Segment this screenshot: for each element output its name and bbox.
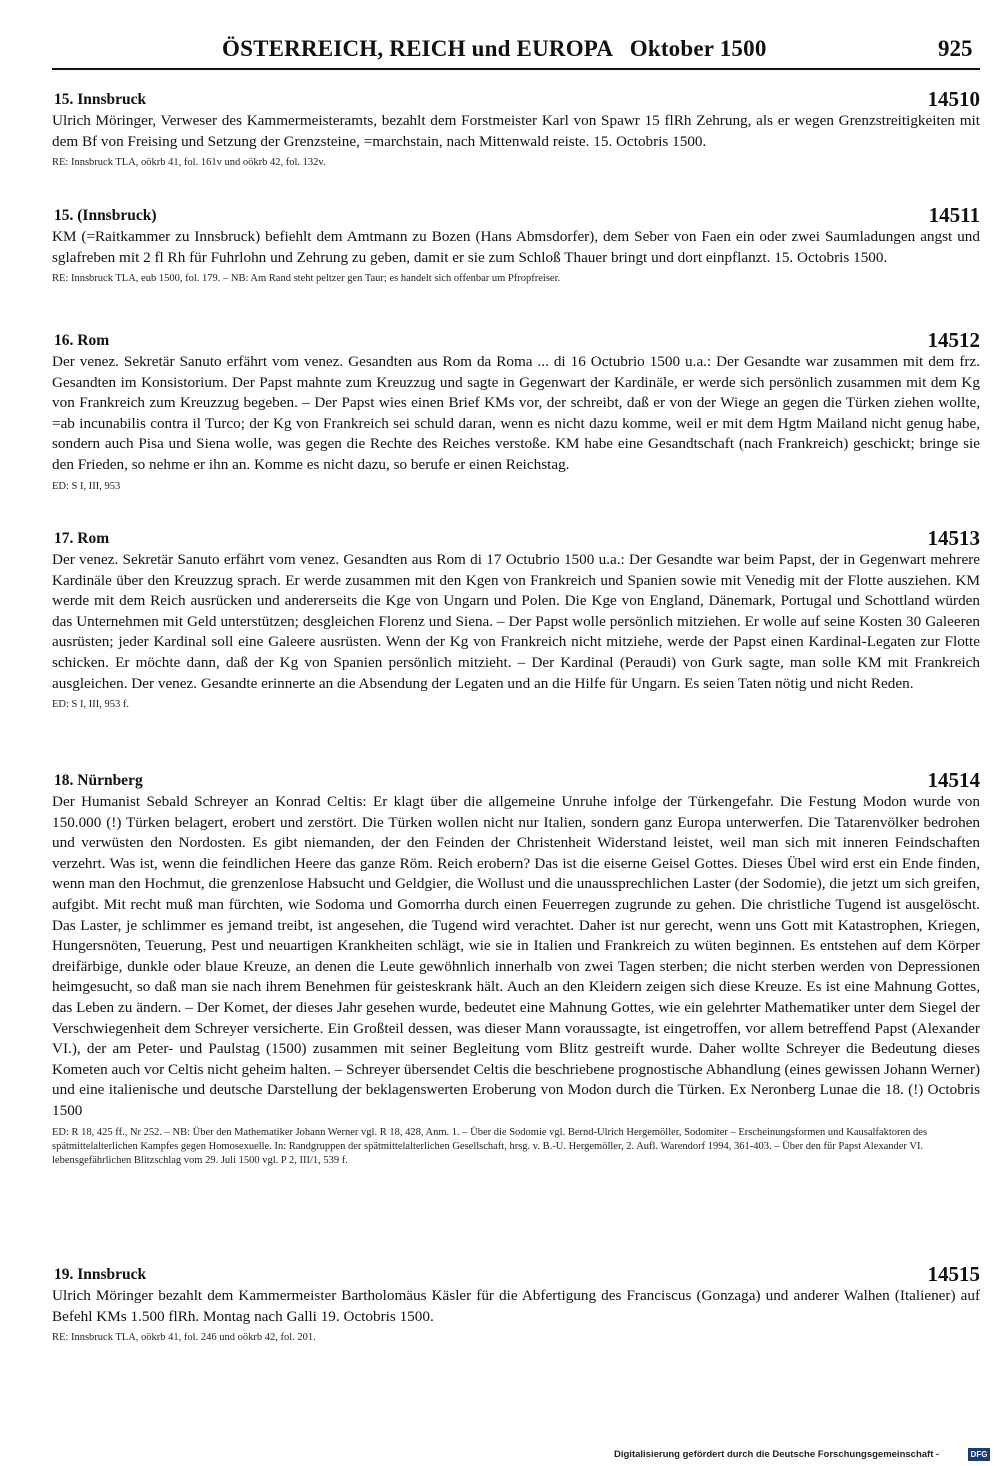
entry-14515: [52, 1262, 980, 1345]
entry-14513: [52, 526, 980, 712]
entry-heading: [52, 87, 980, 113]
entry-source: RE: Innsbruck TLA, oökrb 41, fol. 161v und oökrb 42, fol. 132v.: [52, 157, 326, 169]
entry-heading: [52, 203, 980, 229]
digitization-credit: Digitalisierung gefördert durch die Deutsche Forschungsgemeinschaft -: [614, 1449, 940, 1460]
header-rule: [52, 68, 980, 70]
entry-date-place: 19. Innsbruck: [54, 1266, 147, 1283]
entry-14514: [52, 768, 980, 1168]
page-number: 925: [938, 36, 973, 61]
dfg-logo-icon: DFG: [968, 1448, 990, 1461]
entry-text: Der Humanist Sebald Schreyer an Konrad Celtis: Er klagt über die allgemeine Unruhe infolge der Türkengefahr. Die Festung Modon wurde von 150.000 (!) Türken belagert, erobert und zerstört. Die Türken wollen nicht nur Italien, sondern ganz Europa unterwerfen. Die Tatarenvölker bedrohen und verwüsten den Nordosten. Es gibt niemanden, der den Feinden der Christenheit Widerstand leistet, weil man sich mit inneren Feindschaften verzehrt. Was ist, wenn die feindlichen Heere das ganze Röm. Reich erobern? Das ist die eiserne Geisel Gottes. Dieses Übel wird erst ein Ende finden, wenn man den Hochmut, die grenzenlose Habsucht und Geldgier, die Wollust und die unaussprechlichen Laster (der Sodomie), die jetzt um sich greifen, aufgibt. Mit recht muß man fürchten, wie Sodoma und Gomorrha durch einen Feuerregen zugrunde zu gehen. Die christliche Tugend ist ausgelöscht. Das Laster, je schlimmer es jemand treibt, ist angesehen, die Tugend wird verachtet. Daher ist nur gerecht, wenn uns Gott mit Katastrophen, Kriegen, Hungersnöten, Teuerung, Pest und neuartigen Krankheiten schlägt, wie sie in Italien und Frankreich zu wüten beginnen. Es entstehen auf dem Körper dreifärbige, dunkle oder blaue Kreuze, an denen die Leute gewöhnlich innerhalb von zwei Tagen sterben; die nicht sterben werden von Depressionen heimgesucht, so daß man sie nach ihrem Benehmen für geisteskrank hält. Auch an den Kleidern zeigen sich diese Kreuze. Es ist eine Mahnung Gottes, das Leben zu ändern. – Der Komet, der dieses Jahr gesehen wurde, bedeutet eine Mahnung Gottes, wie ein gelehrter Mathematiker unter dem Siegel der Verschwiegenheit dem Schreyer versicherte. Ein Großteil dessen, was dieser Mann voraussagte, ist eingetroffen, vor allem betreffend Papst (Alexander VI.), der am Peter- und Paulstag (1500) zusammen mit seiner Begleitung vom Blitz gestreift wurde. Daher wollte Schreyer die Bedeutung dieses Kometen auch vor Celtis nicht geheim halten. – Schreyer übersendet Celtis die beschriebene prognostische Abhandlung (eines gewissen Johann Werner) und eine italienische und deutsche Darstellung der beklagenswerten Eroberung von Modon durch die Türken. Ex Neronberg Lunae die 18. (!) Octobris 1500: [52, 793, 980, 1119]
entry-date-place: 15. Innsbruck: [54, 91, 147, 108]
entry-text: Ulrich Möringer, Verweser des Kammermeisteramts, bezahlt dem Forstmeister Karl von Spawr 15 flRh Zehrung, als er wegen Grenzstreitigkeiten mit dem Bf von Freising und Setzung der Grenzsteine, =marchstain, nach Mittenwald reiste. 15. Octobris 1500.: [52, 112, 980, 150]
entry-date-place: 18. Nürnberg: [54, 772, 143, 789]
entry-number: 14511: [928, 203, 980, 227]
entry-heading: [52, 768, 980, 794]
entry-heading: [52, 526, 980, 552]
entry-heading: [52, 1262, 980, 1288]
entry-14511: [52, 203, 980, 286]
entry-text: KM (=Raitkammer zu Innsbruck) befiehlt dem Amtmann zu Bozen (Hans Abmsdorfer), dem Seber von Faen ein oder zwei Saumladungen angst und sglafreben mit 2 fl Rh für Fuhrlohn und Zehrung zu geben, damit er sie zum Schloß Thauer bringt und dort einpflanzt. 15. Octobris 1500.: [52, 228, 980, 266]
entry-source: RE: Innsbruck TLA, eub 1500, fol. 179. – NB: Am Rand steht peltzer gen Taur; es handelt sich offenbar um Pfropfreiser.: [52, 273, 561, 285]
entry-text: Ulrich Möringer bezahlt dem Kammermeister Bartholomäus Käsler für die Abfertigung des Franciscus (Gonzaga) und anderer Walhen (Italiener) auf Befehl KMs 1.500 flRh. Montag nach Galli 19. Octobris 1500.: [52, 1287, 980, 1325]
entry-source: ED: R 18, 425 ff., Nr 252. – NB: Über den Mathematiker Johann Werner vgl. R 18, 428, Anm. 1. – Über die Sodomie vgl. Bernd-Ulrich Hergemöller, Sodomiter – Erscheinungsformen und Kausalfaktoren des spätmittelalterlichen Kampfes gegen Homosexuelle. In: Randgruppen der spätmittelalterlichen Gesellschaft, hrsg. v. B.-U. Hergemöller, 2. Aufl. Warendorf 1994, 361-403. – Über den für Papst Alexander VI. lebensgefährlichen Blitzschlag vom 29. Juli 1500 vgl. P 2, III/1, 539 f.: [52, 1126, 928, 1166]
entry-heading: [52, 328, 980, 354]
entry-source: ED: S I, III, 953: [52, 480, 121, 492]
entry-number: 14515: [927, 1262, 980, 1286]
entry-14512: [52, 328, 980, 494]
running-title: ÖSTERREICH, REICH und EUROPA Oktober 1500: [222, 36, 767, 61]
entry-date-place: 16. Rom: [54, 332, 110, 349]
entry-source: RE: Innsbruck TLA, oökrb 41, fol. 246 und oökrb 42, fol. 201.: [52, 1332, 316, 1344]
entry-number: 14510: [927, 87, 980, 111]
entry-number: 14513: [927, 526, 980, 550]
entry-source: ED: S I, III, 953 f.: [52, 699, 129, 711]
entry-number: 14512: [927, 328, 980, 352]
page-header: [0, 30, 1000, 70]
entry-text: Der venez. Sekretär Sanuto erfährt vom venez. Gesandten aus Rom da Roma ... di 16 Octubrio 1500 u.a.: Der Gesandte war zusammen mit dem frz. Gesandten im Konsistorium. Der Papst mahnte zum Kreuzzug und sagte in Gegenwart der Kardinäle, er werde sich persönlich zusammen mit dem Kg von Frankreich zum Kreuzzug begeben. – Der Papst wies einen Brief KMs vor, der schreibt, daß er von der Wiege an gegen die Türken ziehen wollte, =ab incunabilis contra il Turco; der Kg von Frankreich sei schuld daran, wenn es nicht dazu komme, weil er mit dem Hgtm Mailand nicht genug habe, sondern auch Pisa und Siena wolle, was gegen die Rechte des Reiches verstoße. KM habe eine Gesandtschaft (nach Frankreich) geschickt; bringe sie den Frieden, so nehme er ihn an. Komme es nicht dazu, so berufe er einen Reichstag.: [52, 353, 980, 473]
entry-number: 14514: [927, 768, 980, 792]
entry-text: Der venez. Sekretär Sanuto erfährt vom venez. Gesandten aus Rom di 17 Octubrio 1500 u.a.: Der Gesandte war beim Papst, der in Gegenwart mehrere Kardinäle über den Kreuzzug sprach. Er werde zusammen mit den Kgen von Frankreich und Spanien sowie mit Venedig mit der Flotte ausziehen. KM werde mit dem Reich ausrücken und andererseits die Kge von Ungarn und Polen. Die Kge von England, Dänemark, Portugal und Schottland würden das Unternehmen mit Geld unterstützen; desgleichen Florenz und Siena. – Der Papst wolle persönlich mitziehen. Er wolle auf seine Kosten 30 Galeeren ausrüsten; jeder Kardinal soll eine Galeere ausrüsten. Wenn der Kg von Frankreich nicht mitziehe, werde der Papst einen Kardinal-Legaten zur Flotte schicken. Er möchte dann, daß der Kg von Spanien persönlich mitzieht. – Der Kardinal (Peraudi) von Gurk sagte, man solle KM mit Frankreich ausgleichen. Der venez. Gesandte erinnerte an die Absendung der Legaten und an die Hilfe für Ungarn. Es seien Taten nötig und nicht Reden.: [52, 551, 980, 692]
entry-14510: [52, 87, 980, 170]
entry-date-place: 15. (Innsbruck): [54, 207, 157, 224]
entry-date-place: 17. Rom: [54, 530, 110, 547]
